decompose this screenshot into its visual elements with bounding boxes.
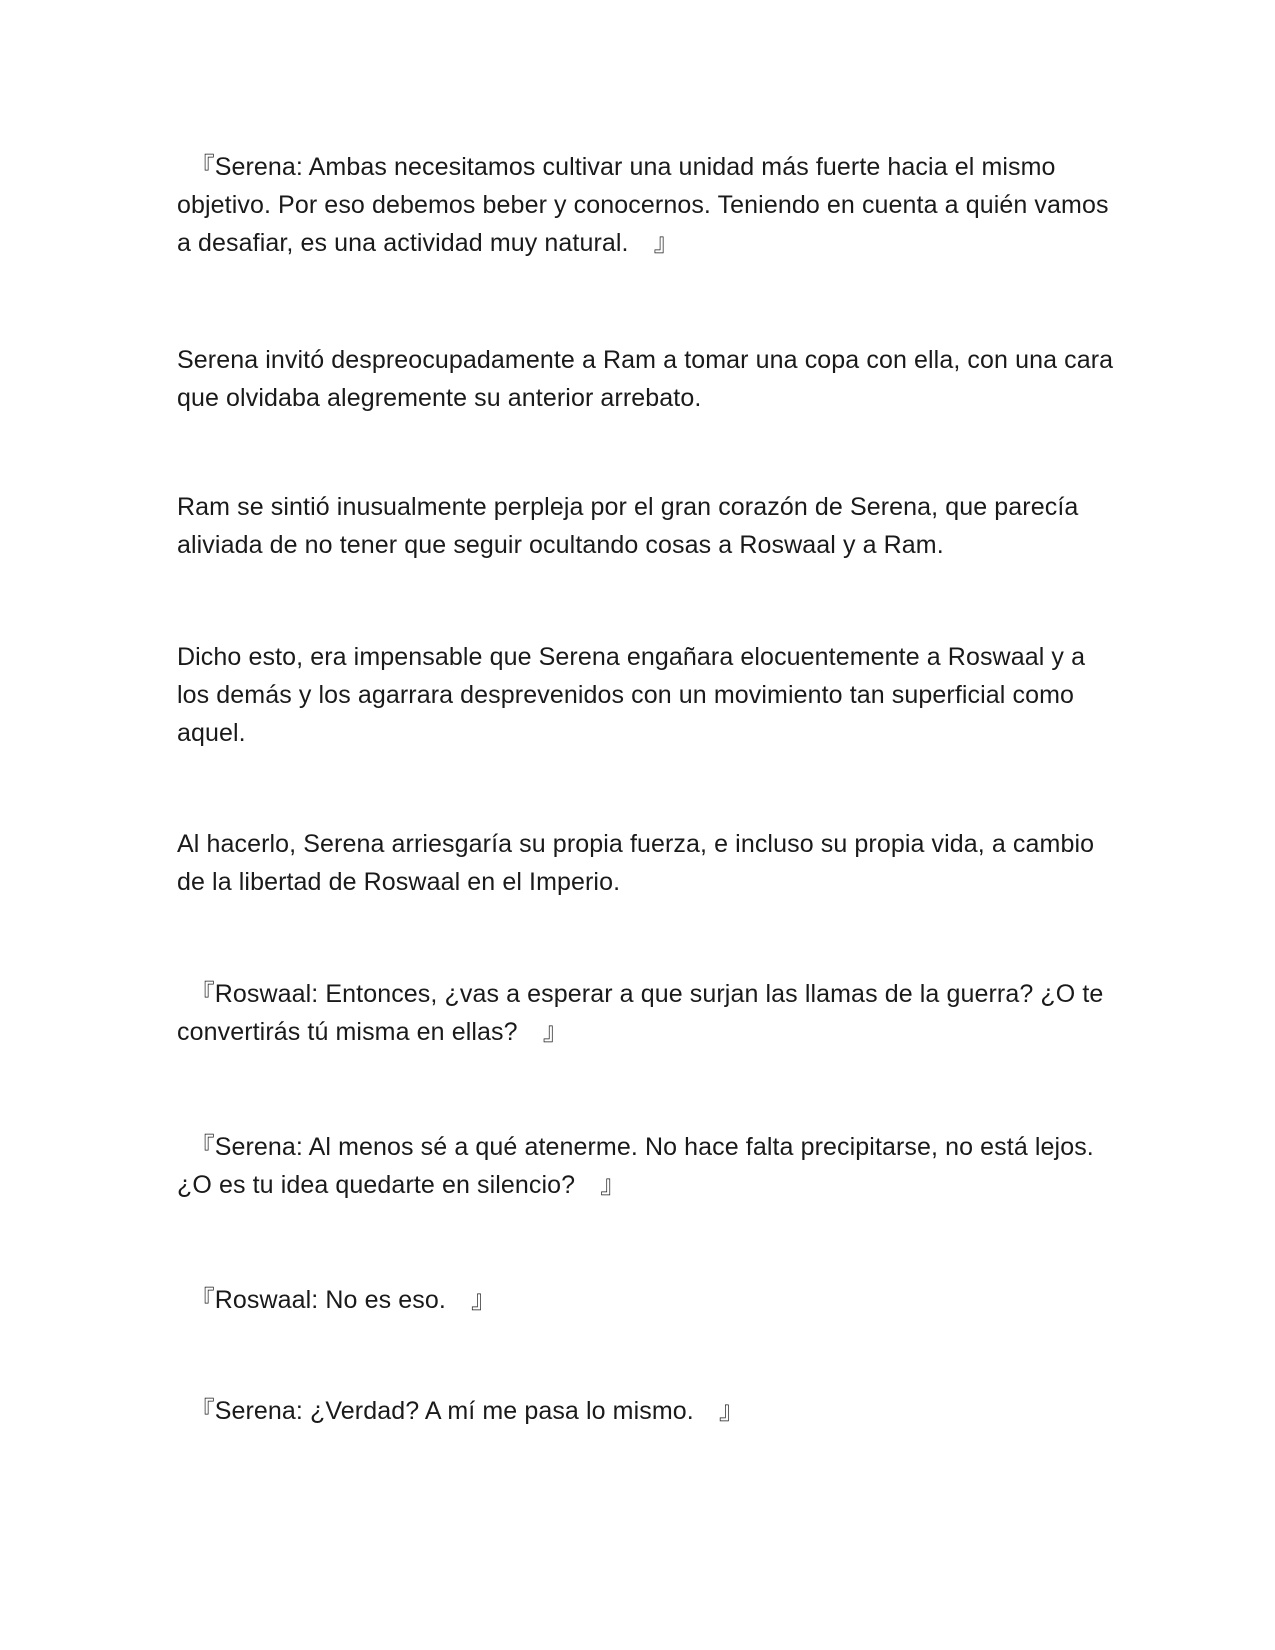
dialogue-roswaal-no: 『Roswaal: No es eso. 』 (177, 1286, 497, 1314)
narration-paragraph: Serena invitó despreocupadamente a Ram a tomar una copa con ella, con una cara que olvidaba alegremente su anterior arrebato. (177, 346, 1114, 412)
narration-paragraph: Al hacerlo, Serena arriesgaría su propia fuerza, e incluso su propia vida, a cambio de la libertad de Roswaal en el Imperio. (177, 830, 1095, 896)
dialogue-serena-verdad: 『Serena: ¿Verdad? A mí me pasa lo mismo. 』 (177, 1397, 745, 1425)
dialogue-roswaal-flames: 『Roswaal: Entonces, ¿vas a esperar a que surjan las llamas de la guerra? ¿O te convertirás tú misma en ellas? 』 (177, 980, 1104, 1046)
dialogue-serena-unity: 『Serena: Ambas necesitamos cultivar una unidad más fuerte hacia el mismo objetivo. Por eso debemos beber y conocernos. Teniendo en cuenta a quién vamos a desafiar, es una actividad muy natural. 』 (177, 153, 1109, 257)
narration-paragraph: Ram se sintió inusualmente perpleja por el gran corazón de Serena, que parecía aliviada de no tener que seguir ocultando cosas a Roswaal y a Ram. (177, 493, 1079, 559)
narration-paragraph: Dicho esto, era impensable que Serena engañara elocuentemente a Roswaal y a los demás y los agarrara desprevenidos con un movimiento tan superficial como aquel. (177, 643, 1086, 747)
dialogue-serena-silence: 『Serena: Al menos sé a qué atenerme. No hace falta precipitarse, no está lejos. ¿O es tu idea quedarte en silencio? 』 (177, 1133, 1094, 1199)
